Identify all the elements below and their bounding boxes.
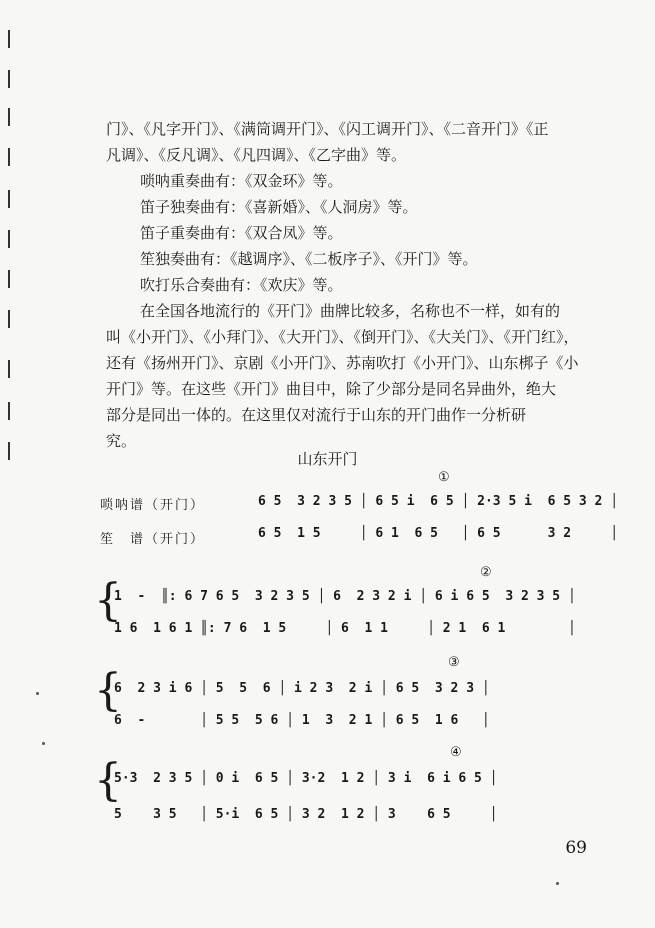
staff-top: 5·3 2 3 5 │ 0 i 6 5 │ 3·2 1 2 │ 3 i 6 i 6 5 │	[114, 771, 498, 786]
score-system-4	[94, 745, 608, 825]
text-line: 在全国各地流行的《开门》曲牌比较多，名称也不一样，如有的	[140, 302, 561, 320]
speck	[36, 692, 39, 695]
part-label-sheng: 笙 谱（开门）	[100, 532, 206, 547]
list-item: 唢呐重奏曲有：《双金环》等。	[140, 172, 343, 190]
text-line: 凡调》、《反凡调》、《凡四调》、《乙字曲》等。	[106, 146, 407, 164]
brace-icon: {	[94, 665, 122, 716]
binding-marks	[8, 30, 11, 460]
rehearsal-mark: ②	[480, 565, 492, 580]
staff-bottom: 5 3 5 │ 5·i 6 5 │ 3 2 1 2 │ 3 6 5 │	[114, 807, 498, 822]
page-number: 69	[565, 838, 587, 858]
brace-icon: {	[94, 755, 122, 806]
staff-bottom: 1 6 1 6 1 ║: 7 6 1 5 │ 6 1 1 │ 2 1 6 1 │	[114, 621, 576, 636]
text-line: 还有《扬州开门》、京剧《小开门》、苏南吹打《小开门》、山东梆子《小	[106, 354, 579, 372]
body-text	[106, 116, 606, 454]
score-system-2	[94, 565, 608, 645]
list-item: 笛子重奏曲有：《双合凤》等。	[140, 224, 343, 242]
text-line: 门》、《凡字开门》、《满筒调开门》、《闪工调开门》、《二音开门》《正	[106, 120, 549, 138]
staff-top: 6 5 3 2 3 5 │ 6 5 i 6 5 │ 2·3 5 i 6 5 3 2 │	[258, 494, 619, 509]
list-item: 笙独奏曲有：《越调序》、《二板序子》、《开门》等。	[140, 250, 478, 268]
speck	[556, 882, 559, 885]
rehearsal-mark: ③	[448, 655, 460, 670]
score-title: 山东开门	[297, 450, 358, 468]
text-line: 部分是同出一体的。在这里仅对流行于山东的开门曲作一分析研	[106, 406, 527, 424]
score-system-1	[98, 470, 619, 550]
speck	[42, 742, 45, 745]
score-system-3	[94, 655, 608, 735]
brace-icon: {	[94, 575, 122, 626]
text-line: 叫《小开门》、《小拜门》、《大开门》、《倒开门》、《大关门》、《开门红》，	[106, 328, 579, 346]
text-line: 究。	[106, 432, 137, 450]
list-item: 笛子独奏曲有：《喜新婚》、《人洞房》等。	[140, 198, 418, 216]
list-item: 吹打乐合奏曲有：《欢庆》等。	[140, 276, 343, 294]
staff-bottom: 6 - │ 5 5 5 6 │ 1 3 2 1 │ 6 5 1 6 │	[114, 713, 490, 728]
staff-top: 6 2 3 i 6 │ 5 5 6 │ i 2 3 2 i │ 6 5 3 2 3 │	[114, 681, 490, 696]
rehearsal-mark: ①	[438, 470, 450, 485]
part-label-suona: 唢呐谱（开门）	[100, 498, 206, 513]
staff-top: 1 - ║: 6 7 6 5 3 2 3 5 │ 6 2 3 2 i │ 6 i 6 5 3 2 3 5 │	[114, 589, 576, 604]
text-line: 开门》等。在这些《开门》曲目中，除了少部分是同名异曲外，绝大	[106, 380, 557, 398]
staff-bottom: 6 5 1 5 │ 6 1 6 5 │ 6 5 3 2 │	[258, 526, 619, 541]
rehearsal-mark: ④	[450, 745, 462, 760]
